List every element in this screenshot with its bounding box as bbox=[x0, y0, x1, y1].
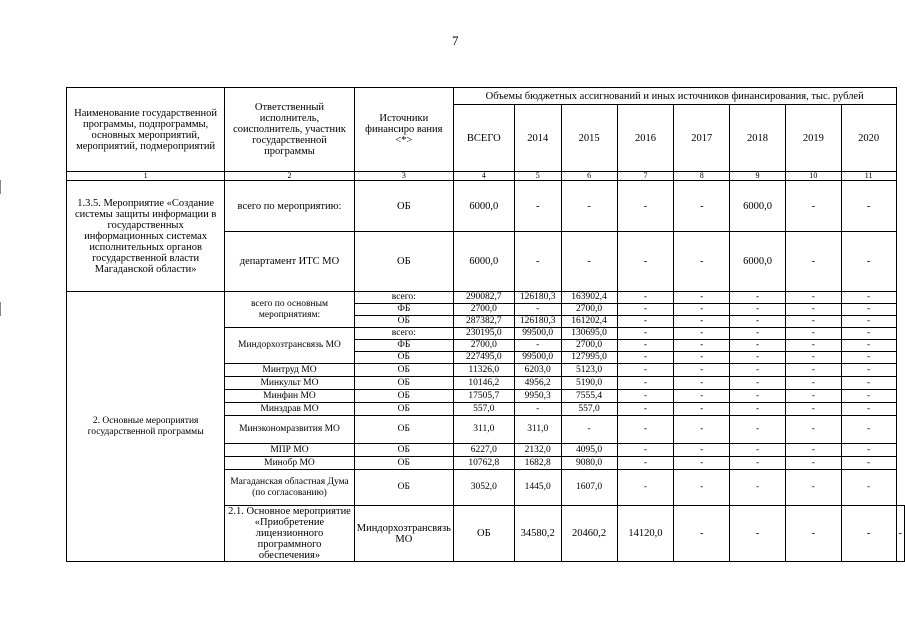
header-index-cell: 10 bbox=[785, 172, 841, 181]
header-index-cell: 11 bbox=[841, 172, 896, 181]
value-cell: - bbox=[514, 232, 561, 292]
block3-name: 2.1. Основное мероприятие «Приобретение лицензионного программного обеспечения» bbox=[225, 506, 355, 562]
exec-cell: всего по основным мероприятиям: bbox=[225, 292, 355, 328]
value-cell: - bbox=[514, 340, 561, 352]
header-name: Наименование государственной программы, подпрограммы, основных мероприятий, мероприятий, подмероприятий bbox=[67, 88, 225, 172]
source-cell: ФБ bbox=[354, 304, 453, 316]
header-volumes: Объемы бюджетных ассигнований и иных источников финансирования, тыс. рублей bbox=[453, 88, 896, 105]
value-cell: - bbox=[841, 457, 896, 470]
value-cell: 20460,2 bbox=[561, 506, 617, 562]
value-cell: - bbox=[785, 416, 841, 444]
value-cell: 130695,0 bbox=[561, 328, 617, 340]
value-cell: - bbox=[785, 181, 841, 232]
margin-mark bbox=[0, 302, 1, 316]
exec-cell: департамент ИТС МО bbox=[225, 232, 355, 292]
value-cell: 1607,0 bbox=[561, 470, 617, 506]
value-cell: 4095,0 bbox=[561, 444, 617, 457]
source-cell: ОБ bbox=[354, 364, 453, 377]
header-year-cell: 2019 bbox=[785, 105, 841, 172]
source-cell: ОБ bbox=[354, 470, 453, 506]
value-cell: - bbox=[674, 444, 730, 457]
value-cell: 6000,0 bbox=[453, 232, 514, 292]
value-cell: - bbox=[617, 364, 674, 377]
exec-cell: Миндорхозтрансвязь МО bbox=[225, 328, 355, 364]
value-cell: - bbox=[785, 340, 841, 352]
exec-cell: Минобр МО bbox=[225, 457, 355, 470]
value-cell: - bbox=[841, 403, 896, 416]
value-cell: - bbox=[730, 328, 786, 340]
header-index-cell: 8 bbox=[674, 172, 730, 181]
value-cell: - bbox=[841, 232, 896, 292]
value-cell: - bbox=[730, 377, 786, 390]
value-cell: - bbox=[841, 470, 896, 506]
block1-name: 1.3.5. Мероприятие «Создание системы защиты информации в государственных информационных системах исполнительных органов государственной власти Магаданской области» bbox=[67, 181, 225, 292]
value-cell: - bbox=[674, 340, 730, 352]
value-cell: - bbox=[617, 416, 674, 444]
value-cell: - bbox=[674, 364, 730, 377]
value-cell: 5190,0 bbox=[561, 377, 617, 390]
value-cell: - bbox=[785, 328, 841, 340]
value-cell: 10146,2 bbox=[453, 377, 514, 390]
value-cell: - bbox=[730, 364, 786, 377]
value-cell: 99500,0 bbox=[514, 352, 561, 364]
source-cell: ОБ bbox=[354, 352, 453, 364]
exec-cell: Миндорхозтрансвязь МО bbox=[354, 506, 453, 562]
page-number: 7 bbox=[452, 33, 459, 48]
value-cell: - bbox=[785, 457, 841, 470]
value-cell: - bbox=[561, 181, 617, 232]
value-cell: 6000,0 bbox=[730, 232, 786, 292]
value-cell: 6000,0 bbox=[453, 181, 514, 232]
header-year-cell: 2018 bbox=[730, 105, 786, 172]
value-cell: - bbox=[841, 506, 896, 562]
value-cell: - bbox=[841, 377, 896, 390]
value-cell: - bbox=[730, 390, 786, 403]
source-cell: ОБ bbox=[354, 377, 453, 390]
source-cell: всего: bbox=[354, 328, 453, 340]
value-cell: - bbox=[617, 390, 674, 403]
value-cell: 2700,0 bbox=[561, 340, 617, 352]
value-cell: - bbox=[841, 416, 896, 444]
value-cell: - bbox=[674, 377, 730, 390]
value-cell: 126180,3 bbox=[514, 292, 561, 304]
value-cell: - bbox=[785, 377, 841, 390]
exec-cell: МПР МО bbox=[225, 444, 355, 457]
source-cell: всего: bbox=[354, 292, 453, 304]
value-cell: - bbox=[674, 416, 730, 444]
header-index-cell: 7 bbox=[617, 172, 674, 181]
header-sources: Источники финансиро вания <*> bbox=[354, 88, 453, 172]
value-cell: 1682,8 bbox=[514, 457, 561, 470]
header-year-cell: 2020 bbox=[841, 105, 896, 172]
source-cell: ОБ bbox=[354, 390, 453, 403]
value-cell: - bbox=[617, 232, 674, 292]
value-cell: - bbox=[514, 181, 561, 232]
value-cell: - bbox=[617, 340, 674, 352]
header-year-cell: ВСЕГО bbox=[453, 105, 514, 172]
value-cell: - bbox=[674, 292, 730, 304]
value-cell: 4956,2 bbox=[514, 377, 561, 390]
value-cell: 14120,0 bbox=[617, 506, 674, 562]
exec-cell: Минкульт МО bbox=[225, 377, 355, 390]
exec-cell: Минздрав МО bbox=[225, 403, 355, 416]
value-cell: - bbox=[674, 457, 730, 470]
value-cell: 10762,8 bbox=[453, 457, 514, 470]
value-cell: - bbox=[841, 181, 896, 232]
value-cell: - bbox=[617, 444, 674, 457]
value-cell: 9080,0 bbox=[561, 457, 617, 470]
value-cell: - bbox=[617, 181, 674, 232]
exec-cell: Минтруд МО bbox=[225, 364, 355, 377]
value-cell: 7555,4 bbox=[561, 390, 617, 403]
value-cell: - bbox=[617, 470, 674, 506]
value-cell: - bbox=[674, 304, 730, 316]
value-cell: - bbox=[674, 328, 730, 340]
value-cell: - bbox=[841, 340, 896, 352]
header-responsible: Ответственный исполнитель, соисполнитель, участник государственной программы bbox=[225, 88, 355, 172]
source-cell: ОБ bbox=[354, 416, 453, 444]
source-cell: ОБ bbox=[354, 181, 453, 232]
value-cell: 311,0 bbox=[453, 416, 514, 444]
margin-mark bbox=[0, 180, 1, 194]
header-index-cell: 4 bbox=[453, 172, 514, 181]
value-cell: 3052,0 bbox=[453, 470, 514, 506]
value-cell: - bbox=[674, 390, 730, 403]
value-cell: - bbox=[730, 340, 786, 352]
value-cell: 6000,0 bbox=[730, 181, 786, 232]
source-cell: ОБ bbox=[354, 403, 453, 416]
value-cell: 161202,4 bbox=[561, 316, 617, 328]
value-cell: - bbox=[730, 506, 786, 562]
value-cell: - bbox=[730, 403, 786, 416]
value-cell: 163902,4 bbox=[561, 292, 617, 304]
value-cell: - bbox=[617, 377, 674, 390]
value-cell: - bbox=[730, 444, 786, 457]
value-cell: - bbox=[785, 292, 841, 304]
header-index-row bbox=[67, 172, 905, 181]
header-year-cell: 2015 bbox=[561, 105, 617, 172]
header-index-cell: 5 bbox=[514, 172, 561, 181]
value-cell: - bbox=[674, 470, 730, 506]
value-cell: 5123,0 bbox=[561, 364, 617, 377]
value-cell: - bbox=[785, 444, 841, 457]
value-cell: - bbox=[674, 506, 730, 562]
value-cell: - bbox=[841, 352, 896, 364]
value-cell: - bbox=[730, 470, 786, 506]
value-cell: 6227,0 bbox=[453, 444, 514, 457]
value-cell: - bbox=[841, 316, 896, 328]
value-cell: - bbox=[617, 328, 674, 340]
value-cell: - bbox=[785, 403, 841, 416]
value-cell: 230195,0 bbox=[453, 328, 514, 340]
value-cell: 9950,3 bbox=[514, 390, 561, 403]
value-cell: - bbox=[730, 304, 786, 316]
value-cell: - bbox=[674, 316, 730, 328]
value-cell: - bbox=[674, 181, 730, 232]
source-cell: ОБ bbox=[453, 506, 514, 562]
header-index-cell: 6 bbox=[561, 172, 617, 181]
value-cell: - bbox=[841, 328, 896, 340]
exec-cell: Магаданская областная Дума (по согласованию) bbox=[225, 470, 355, 506]
value-cell: - bbox=[617, 292, 674, 304]
value-cell: 6203,0 bbox=[514, 364, 561, 377]
value-cell: - bbox=[896, 506, 905, 562]
value-cell: - bbox=[514, 403, 561, 416]
value-cell: 1445,0 bbox=[514, 470, 561, 506]
value-cell: - bbox=[785, 506, 841, 562]
value-cell: - bbox=[617, 352, 674, 364]
value-cell: 227495,0 bbox=[453, 352, 514, 364]
value-cell: - bbox=[730, 416, 786, 444]
value-cell: 2700,0 bbox=[561, 304, 617, 316]
value-cell: - bbox=[841, 304, 896, 316]
header-year-cell: 2017 bbox=[674, 105, 730, 172]
value-cell: - bbox=[785, 364, 841, 377]
source-cell: ОБ bbox=[354, 316, 453, 328]
exec-cell: всего по мероприятию: bbox=[225, 181, 355, 232]
value-cell: 127995,0 bbox=[561, 352, 617, 364]
value-cell: 2700,0 bbox=[453, 304, 514, 316]
value-cell: - bbox=[841, 364, 896, 377]
value-cell: 34580,2 bbox=[514, 506, 561, 562]
value-cell: - bbox=[617, 403, 674, 416]
value-cell: - bbox=[617, 457, 674, 470]
header-year-cell: 2014 bbox=[514, 105, 561, 172]
value-cell: 311,0 bbox=[514, 416, 561, 444]
block2-name: 2. Основные мероприятия государственной программы bbox=[67, 292, 225, 562]
exec-cell: Минфин МО bbox=[225, 390, 355, 403]
exec-cell: Минэкономразвития МО bbox=[225, 416, 355, 444]
value-cell: - bbox=[674, 403, 730, 416]
value-cell: - bbox=[841, 444, 896, 457]
header-index-cell: 9 bbox=[730, 172, 786, 181]
header-index-cell: 2 bbox=[225, 172, 355, 181]
value-cell: - bbox=[561, 232, 617, 292]
value-cell: - bbox=[730, 352, 786, 364]
header-index-cell: 3 bbox=[354, 172, 453, 181]
value-cell: - bbox=[785, 390, 841, 403]
source-cell: ОБ bbox=[354, 232, 453, 292]
value-cell: - bbox=[785, 470, 841, 506]
value-cell: - bbox=[674, 352, 730, 364]
value-cell: - bbox=[841, 292, 896, 304]
value-cell: - bbox=[841, 390, 896, 403]
value-cell: 126180,3 bbox=[514, 316, 561, 328]
value-cell: - bbox=[617, 304, 674, 316]
value-cell: - bbox=[730, 316, 786, 328]
value-cell: - bbox=[730, 457, 786, 470]
header-year-cell: 2016 bbox=[617, 105, 674, 172]
value-cell: 2132,0 bbox=[514, 444, 561, 457]
value-cell: - bbox=[561, 416, 617, 444]
budget-table bbox=[66, 87, 905, 562]
value-cell: 290082,7 bbox=[453, 292, 514, 304]
header-index-cell: 1 bbox=[67, 172, 225, 181]
value-cell: - bbox=[785, 304, 841, 316]
source-cell: ОБ bbox=[354, 457, 453, 470]
value-cell: 287382,7 bbox=[453, 316, 514, 328]
value-cell: 99500,0 bbox=[514, 328, 561, 340]
value-cell: 17505,7 bbox=[453, 390, 514, 403]
table-row bbox=[67, 181, 905, 232]
table-row bbox=[67, 292, 905, 304]
value-cell: 2700,0 bbox=[453, 340, 514, 352]
source-cell: ФБ bbox=[354, 340, 453, 352]
value-cell: 557,0 bbox=[453, 403, 514, 416]
value-cell: - bbox=[674, 232, 730, 292]
value-cell: 11326,0 bbox=[453, 364, 514, 377]
value-cell: 557,0 bbox=[561, 403, 617, 416]
value-cell: - bbox=[785, 352, 841, 364]
value-cell: - bbox=[514, 304, 561, 316]
value-cell: - bbox=[785, 316, 841, 328]
value-cell: - bbox=[730, 292, 786, 304]
value-cell: - bbox=[617, 316, 674, 328]
value-cell: - bbox=[785, 232, 841, 292]
source-cell: ОБ bbox=[354, 444, 453, 457]
